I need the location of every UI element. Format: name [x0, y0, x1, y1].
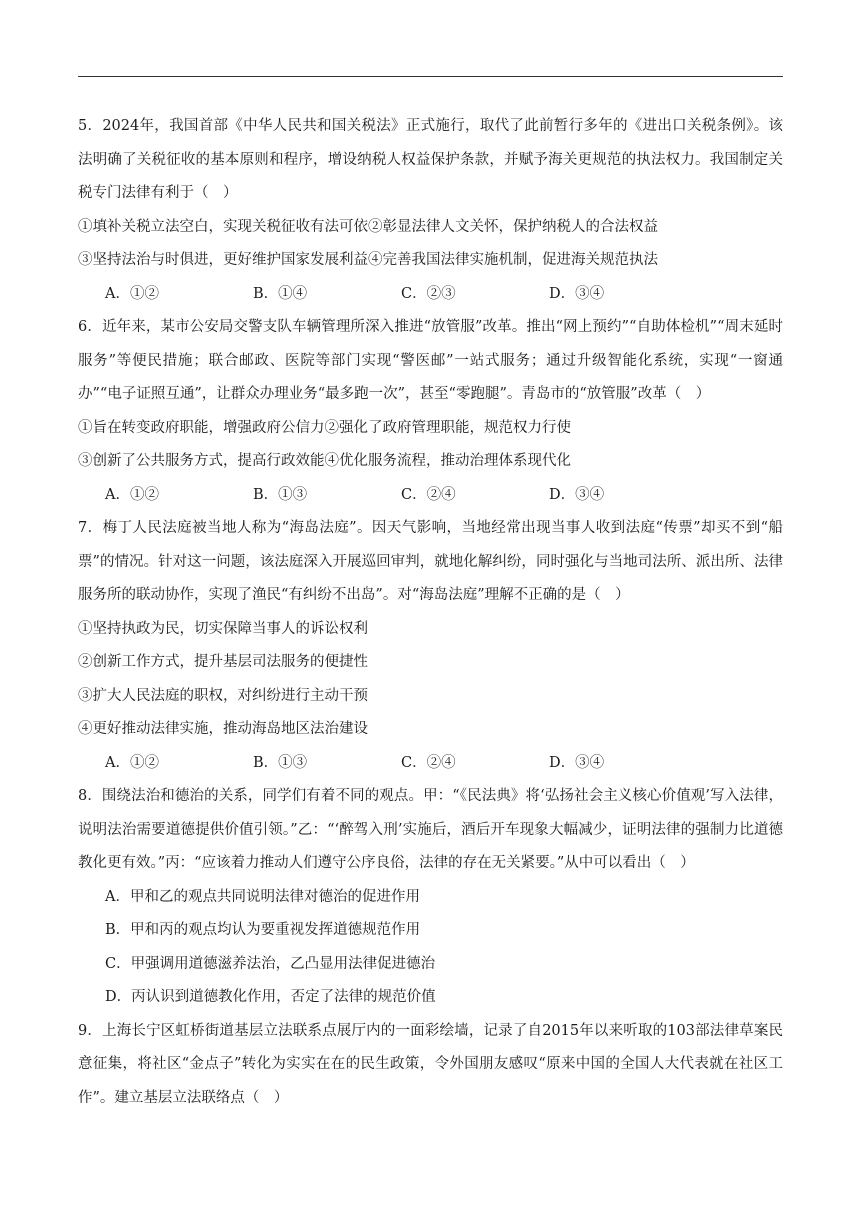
choice-d[interactable]: D．③④ [549, 754, 605, 771]
statement-line: ②创新工作方式，提升基层司法服务的便捷性 [78, 654, 368, 670]
question-stem: 5．2024年，我国首部《中华人民共和国关税法》正式施行，取代了此前暂行多年的《进出口关税条例》。该法明确了关税征收的基本原则和程序，增设纳税人权益保护条款，并赋予海关更规范的执法权力。我国制定关税专门法律有利于（ ） [78, 118, 783, 201]
choice-a[interactable]: A．甲和乙的观点共同说明法律对德治的促进作用 [105, 888, 420, 905]
statement-line: ③扩大人民法庭的职权，对纠纷进行主动干预 [78, 687, 368, 704]
answer-choices [78, 479, 783, 513]
question-6 [78, 311, 783, 512]
choice-b[interactable]: B．①③ [253, 486, 308, 503]
answer-choices [78, 747, 783, 781]
header-rule [78, 76, 783, 77]
question-stem: 8．围绕法治和德治的关系，同学们有着不同的观点。甲：“《民法典》将‘弘扬社会主义核心价值观’写入法律，说明法治需要道德提供价值引领。”乙：“‘醉驾入刑’实施后，酒后开车现象大幅减少，证明法律的强制力比道德教化更有效。”丙：“应该着力推动人们遵守公序良俗，法律的存在无关紧要。”从中可以看出（ ） [78, 788, 783, 871]
statement-line: ③创新了公共服务方式，提高行政效能④优化服务流程，推动治理体系现代化 [78, 453, 571, 469]
choice-a[interactable]: A．①② [105, 486, 159, 503]
statement-line: ③坚持法治与时俱进，更好维护国家发展利益④完善我国法律实施机制，促进海关规范执法 [78, 252, 658, 268]
choice-c[interactable]: C．②③ [401, 285, 456, 302]
choice-c[interactable]: C．甲强调用道德滋养法治，乙凸显用法律促进德治 [105, 955, 436, 972]
choice-d[interactable]: D．③④ [549, 285, 605, 302]
choice-c[interactable]: C．②④ [401, 754, 456, 771]
choice-b[interactable]: B．甲和丙的观点均认为要重视发挥道德规范作用 [105, 922, 421, 938]
choice-b[interactable]: B．①③ [253, 754, 308, 771]
choice-a[interactable]: A．①② [105, 754, 159, 771]
choice-a[interactable]: A．①② [105, 285, 159, 302]
answer-choices [78, 278, 783, 312]
question-7 [78, 512, 783, 780]
choice-b[interactable]: B．①④ [253, 285, 308, 302]
question-stem: 9．上海长宁区虹桥街道基层立法联系点展厅内的一面彩绘墙，记录了自2015年以来听取的103部法律草案民意征集，将社区“金点子”转化为实实在在的民生政策，令外国朋友感叹“原来中国的全国人大代表就在社区工作”。建立基层立法联络点（ ） [78, 1022, 783, 1106]
statement-line: ④更好推动法律实施，推动海岛地区法治建设 [78, 721, 368, 737]
question-stem: 7．梅丁人民法庭被当地人称为“海岛法庭”。因天气影响，当地经常出现当事人收到法庭“传票”却买不到“船票”的情况。针对这一问题，该法庭深入开展巡回审判，就地化解纠纷，同时强化与当地司法所、派出所、法律服务所的联动协作，实现了渔民“有纠纷不出岛”。对“海岛法庭”理解不正确的是（ ） [78, 520, 783, 603]
statement-line: ①填补关税立法空白，实现关税征收有法可依②彰显法律人文关怀，保护纳税人的合法权益 [78, 218, 658, 235]
question-5 [78, 110, 783, 311]
statement-line: ①坚持执政为民，切实保障当事人的诉讼权利 [78, 620, 368, 637]
statement-line: ①旨在转变政府职能，增强政府公信力②强化了政府管理职能，规范权力行使 [78, 419, 571, 436]
question-8 [78, 780, 783, 1015]
choice-c[interactable]: C．②④ [401, 486, 456, 503]
choice-d[interactable]: D．丙认识到道德教化作用，否定了法律的规范价值 [105, 989, 436, 1005]
question-9 [78, 1015, 783, 1116]
question-stem: 6．近年来，某市公安局交警支队车辆管理所深入推进“放管服”改革。推出“网上预约”“自助体检机”“周末延时服务”等便民措施；联合邮政、医院等部门实现“警医邮”一站式服务；通过升级智能化系统，实现“一窗通办”“电子证照互通”，让群众办理业务“最多跑一次”，甚至“零跑腿”。青岛市的“放管服”改革（ ） [78, 319, 783, 402]
choice-d[interactable]: D．③④ [549, 486, 605, 503]
question-page [78, 110, 783, 1115]
